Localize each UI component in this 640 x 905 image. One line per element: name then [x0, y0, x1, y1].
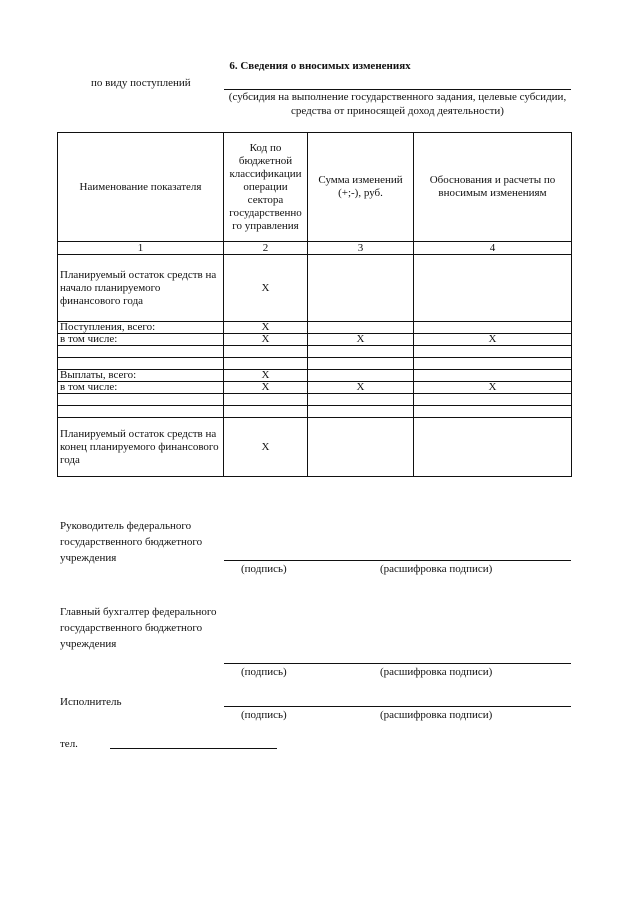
signature-caption: (подпись): [241, 709, 287, 721]
column-number-row: [58, 242, 572, 255]
phone-field-line[interactable]: [110, 748, 277, 749]
column-number: 3: [308, 242, 414, 255]
row-sum: [308, 322, 414, 334]
row-basis: [414, 255, 572, 322]
row-code: X: [224, 334, 308, 346]
table-row: [58, 334, 572, 346]
table-row: [58, 406, 572, 418]
row-basis: [414, 418, 572, 477]
row-code: [224, 346, 308, 358]
table-row: [58, 418, 572, 477]
table-row: [58, 255, 572, 322]
row-code: X: [224, 370, 308, 382]
row-code: X: [224, 382, 308, 394]
signature-decode-caption: (расшифровка подписи): [380, 563, 493, 575]
table-row: [58, 358, 572, 370]
signature-caption: (подпись): [241, 563, 287, 575]
row-sum: [308, 370, 414, 382]
row-code: X: [224, 255, 308, 322]
table-row: [58, 346, 572, 358]
row-code: [224, 358, 308, 370]
row-sum: [308, 255, 414, 322]
row-basis: [414, 358, 572, 370]
column-number: 4: [414, 242, 572, 255]
row-basis: [414, 406, 572, 418]
row-code: [224, 406, 308, 418]
table-row: [58, 394, 572, 406]
row-basis: [414, 322, 572, 334]
header-change-sum: Сумма изменений (+;-), руб.: [308, 133, 414, 242]
row-sum: [308, 358, 414, 370]
header-indicator-name: Наименование показателя: [58, 133, 224, 242]
row-sum: X: [308, 334, 414, 346]
row-sum: X: [308, 382, 414, 394]
row-name: в том числе:: [58, 334, 224, 346]
row-name: [58, 346, 224, 358]
row-name: Планируемый остаток средств на конец планируемого финансового года: [58, 418, 224, 477]
row-basis: [414, 394, 572, 406]
receipt-type-label: по виду поступлений: [91, 77, 191, 89]
row-basis: [414, 370, 572, 382]
row-basis: X: [414, 382, 572, 394]
section-title: 6. Сведения о вносимых изменениях: [229, 60, 411, 72]
table-row: [58, 382, 572, 394]
head-signature-line[interactable]: [224, 560, 571, 561]
header-justification: Обоснования и расчеты по вносимым изменениям: [414, 133, 572, 242]
row-basis: X: [414, 334, 572, 346]
row-code: X: [224, 322, 308, 334]
accountant-signature-line[interactable]: [224, 663, 571, 664]
row-name: в том числе:: [58, 382, 224, 394]
row-name: Планируемый остаток средств на начало планируемого финансового года: [58, 255, 224, 322]
signature-decode-caption: (расшифровка подписи): [380, 709, 493, 721]
executor-label: Исполнитель: [60, 696, 122, 708]
row-name: [58, 406, 224, 418]
chief-accountant-label: Главный бухгалтер федерального государственного бюджетного учреждения: [60, 606, 217, 650]
row-sum: [308, 346, 414, 358]
row-basis: [414, 346, 572, 358]
row-code: [224, 394, 308, 406]
row-sum: [308, 406, 414, 418]
signature-decode-caption: (расшифровка подписи): [380, 666, 493, 678]
row-name: Поступления, всего:: [58, 322, 224, 334]
executor-signature-line[interactable]: [224, 706, 571, 707]
row-code: X: [224, 418, 308, 477]
column-number: 1: [58, 242, 224, 255]
row-name: [58, 358, 224, 370]
table-header-row: [58, 133, 572, 242]
changes-table: [57, 132, 572, 477]
table-row: [58, 322, 572, 334]
row-sum: [308, 418, 414, 477]
receipt-type-note: (субсидия на выполнение государственного задания, целевые субсидии, средства от приносящей доход деятельности): [228, 91, 567, 117]
row-name: Выплаты, всего:: [58, 370, 224, 382]
header-budget-code: Код по бюджетной классификации операции сектора государственно го управления: [224, 133, 308, 242]
head-signatory-label: Руководитель федерального государственного бюджетного учреждения: [60, 520, 203, 564]
row-sum: [308, 394, 414, 406]
table-row: [58, 370, 572, 382]
phone-label: тел.: [60, 738, 78, 750]
row-name: [58, 394, 224, 406]
signature-caption: (подпись): [241, 666, 287, 678]
column-number: 2: [224, 242, 308, 255]
